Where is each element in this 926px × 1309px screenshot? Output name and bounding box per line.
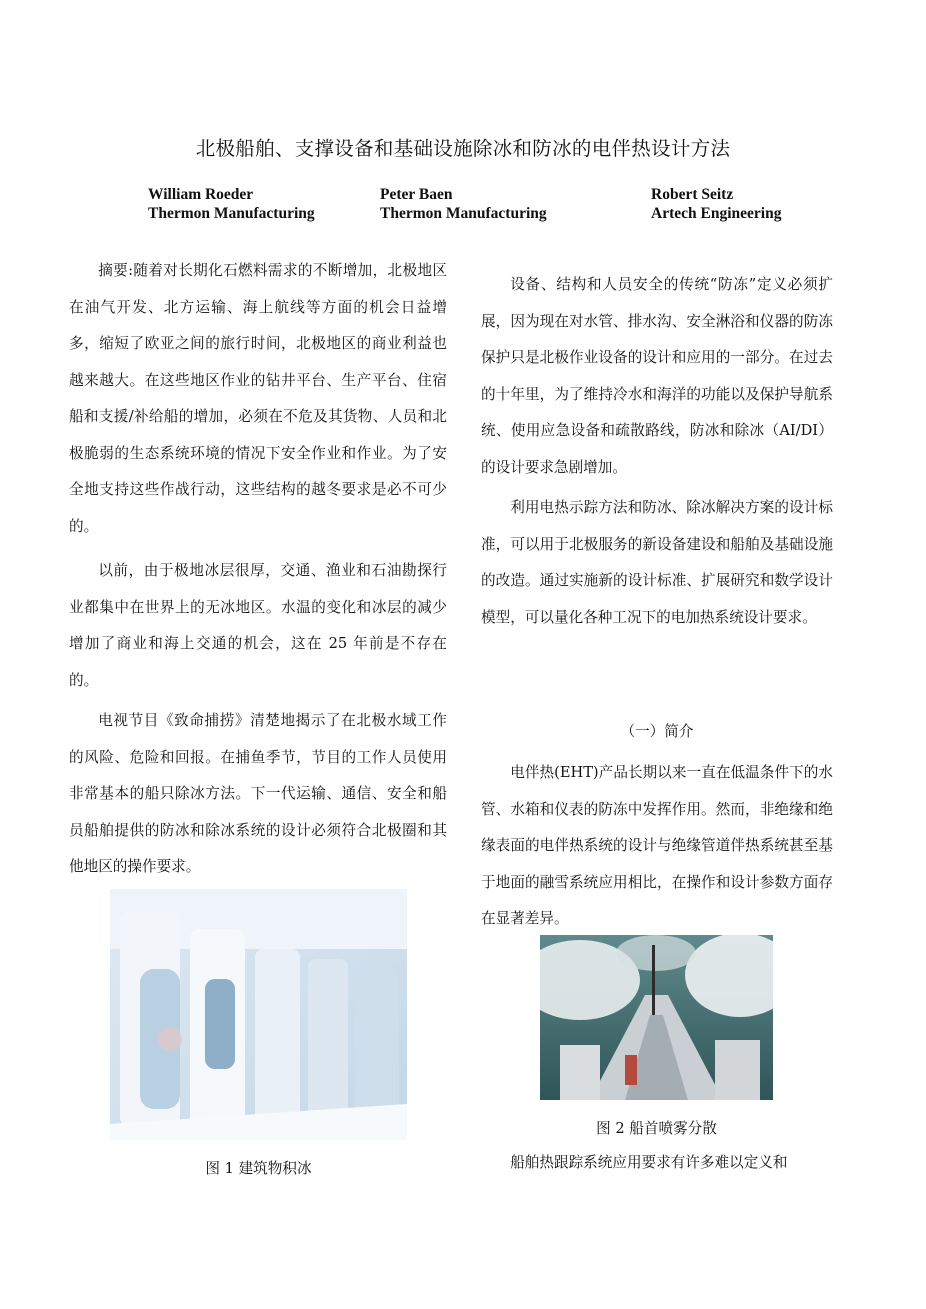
- figure-2-bow-spray-image: [540, 935, 773, 1100]
- left-paragraph-3: 电视节目《致命捕捞》清楚地揭示了在北极水域工作的风险、危险和回报。在捕鱼季节，节目的工作人员使用非常基本的船只除冰方法。下一代运输、通信、安全和船员船舶提供的防冰和除冰系统的设计必须符合北极圈和其他地区的操作要求。: [69, 712, 447, 875]
- author-1-name: William Roeder: [148, 186, 254, 203]
- right-paragraph-2: 利用电热示踪方法和防冰、除冰解决方案的设计标准，可以用于北极服务的新设备建设和船舶及基础设施的改造。通过实施新的设计标准、扩展研究和数学设计模型，可以量化各种工况下的电加热系统设计要求。: [481, 499, 833, 626]
- author-2-name: Peter Baen: [380, 186, 453, 203]
- right-last-paragraph: 船舶热跟踪系统应用要求有许多难以定义和: [510, 1154, 788, 1171]
- author-1-affiliation: Thermon Manufacturing: [148, 205, 315, 222]
- figure-2-caption: 图 2 船首喷雾分散: [596, 1120, 717, 1137]
- right-paragraph-1: 设备、结构和人员安全的传统“防冻”定义必须扩展，因为现在对水管、排水沟、安全淋浴和仪器的防冻保护只是北极作业设备的设计和应用的一部分。在过去的十年里，为了维持冷水和海洋的功能以及保护导航系统、使用应急设备和疏散路线，防冰和除冰（AI/DI）的设计要求急剧增加。: [481, 276, 833, 476]
- author-3-name: Robert Seitz: [651, 186, 734, 203]
- intro-paragraph: 电伴热(EHT)产品长期以来一直在低温条件下的水管、水箱和仪表的防冻中发挥作用。然而，非绝缘和绝缘表面的电伴热系统的设计与绝缘管道伴热系统甚至基于地面的融雪系统应用相比，在操作和设计参数方面存在显著差异。: [481, 764, 833, 927]
- figure-1-ice-buildup-image: [110, 889, 407, 1140]
- author-1: [148, 185, 315, 223]
- author-3: [651, 185, 781, 223]
- abstract-paragraph: 摘要:随着对长期化石燃料需求的不断增加，北极地区在油气开发、北方运输、海上航线等方面的机会日益增多，缩短了欧亚之间的旅行时间，北极地区的商业利益也越来越大。在这些地区作业的钻井平台、生产平台、住宿船和支援/补给船的增加，必须在不危及其货物、人员和北极脆弱的生态系统环境的情况下安全作业和作业。为了安全地支持这些作战行动，这些结构的越冬要求是必不可少的。: [69, 262, 447, 535]
- author-2-affiliation: Thermon Manufacturing: [380, 205, 547, 222]
- author-3-affiliation: Artech Engineering: [651, 205, 782, 222]
- section-heading-introduction: （一）简介: [620, 723, 694, 740]
- left-paragraph-2: 以前，由于极地冰层很厚，交通、渔业和石油勘探行业都集中在世界上的无冰地区。水温的变化和冰层的减少增加了商业和海上交通的机会，这在 25 年前是不存在的。: [69, 562, 447, 689]
- author-2: [380, 185, 547, 223]
- paper-title: 北极船舶、支撑设备和基础设施除冰和防冰的电伴热设计方法: [195, 137, 731, 160]
- figure-1-caption: 图 1 建筑物积冰: [205, 1160, 312, 1177]
